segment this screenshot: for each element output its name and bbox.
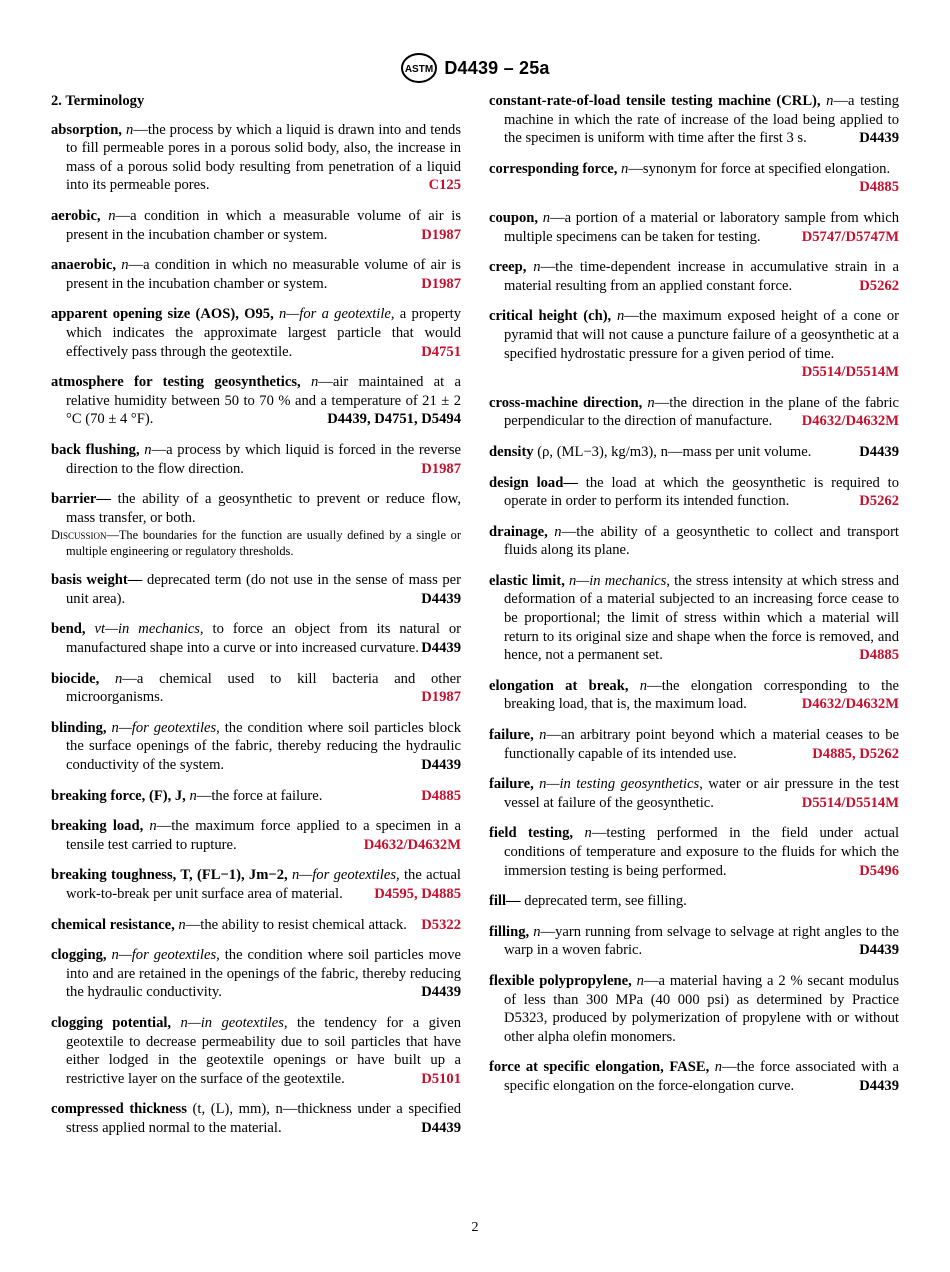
entry-part-of-speech: n—for geotextiles,	[111, 947, 220, 964]
entry-definition: —a process by which liquid is forced in the reverse direction to the flow direction.	[66, 441, 461, 477]
entry-term: compressed thickness	[51, 1101, 193, 1118]
entry-part-of-speech: n	[621, 160, 629, 177]
entry-part-of-speech: n	[178, 916, 186, 933]
entry-term: elastic limit,	[489, 572, 569, 589]
entry-term: clogging,	[51, 947, 112, 964]
entry-part-of-speech: n	[636, 972, 644, 989]
glossary-entry	[489, 677, 899, 714]
right-entries	[489, 92, 899, 1096]
entry-definition: —synonym for force at specified elongation.	[628, 160, 891, 177]
glossary-entry	[489, 443, 899, 462]
entry-part-of-speech: n	[826, 93, 834, 109]
entry-term: barrier—	[51, 491, 118, 508]
entry-term: failure,	[489, 776, 540, 793]
section-title: 2. Terminology	[51, 93, 145, 109]
entry-reference-link[interactable]: D4885	[859, 647, 899, 664]
entry-part-of-speech: n—for geotextiles	[111, 719, 217, 736]
entry-term: coupon,	[489, 209, 543, 226]
entry-reference-link[interactable]: D4632/D4632M	[363, 836, 461, 853]
entry-term: drainage,	[489, 523, 555, 540]
glossary-entry	[51, 1014, 461, 1088]
entry-reference-link: D4439, D4751, D5494	[327, 411, 461, 428]
entry-reference-link: D4439	[421, 640, 461, 657]
svg-text:ASTM: ASTM	[405, 64, 434, 75]
document-id: D4439 – 25a	[444, 57, 550, 78]
entry-definition: —the maximum force applied to a specimen in a tensile test carried to rupture.	[66, 818, 461, 853]
entry-part-of-speech: n	[144, 441, 152, 458]
entry-definition: the ability of a geosynthetic to prevent or reduce flow, mass transfer, or both.	[66, 491, 462, 526]
entry-definition: —the direction in the plane of the fabric perpendicular to the direction of manufacture.	[504, 394, 899, 430]
glossary-entry	[489, 1058, 899, 1095]
entry-reference-link[interactable]: D1987	[421, 275, 461, 292]
entry-definition: —the force at failure.	[196, 787, 323, 804]
entry-definition: —the maximum exposed height of a cone or pyramid that will not cause a puncture failure of a geosynthetic at a specified hydrostatic pressure for a given period of time.	[504, 308, 899, 362]
entry-reference-link: D4439	[859, 130, 899, 147]
entry-reference-link[interactable]: D1987	[421, 226, 461, 243]
discussion-label: Discussion	[51, 528, 107, 543]
entry-definition: —an arbitrary point beyond which a material ceases to be functionally capable of its intended use.	[504, 727, 900, 762]
entry-term: failure,	[489, 727, 540, 744]
entry-term: absorption,	[51, 121, 126, 138]
entry-definition: —the ability to resist chemical attack.	[185, 916, 407, 933]
glossary-entry	[51, 719, 461, 775]
entry-term: corresponding force,	[489, 160, 622, 177]
entry-part-of-speech: n—in mechanics	[568, 572, 667, 589]
entry-reference-link[interactable]: C125	[428, 177, 461, 194]
entry-definition: —air maintained at a relative humidity between 50 to 70 % and a temperature of 21 ± 2 °C (70 ± 4 °F).	[66, 374, 461, 428]
entry-term: field testing,	[489, 825, 585, 842]
entry-part-of-speech: n	[108, 207, 116, 224]
discussion-text: —The boundaries for the function are usually defined by a single or multiple engineering or regulatory thresholds.	[66, 528, 461, 559]
glossary-entry	[489, 160, 899, 197]
entry-reference-link[interactable]: D4751	[421, 343, 461, 360]
glossary-entry	[51, 441, 461, 478]
entry-term: filling,	[489, 923, 534, 940]
entry-reference-link: D4439	[421, 590, 461, 607]
entry-term: fill—	[489, 893, 525, 910]
entry-definition: (ρ, (ML−3), kg/m3), n—mass per unit volume.	[537, 443, 812, 460]
entry-term: basis weight—	[51, 572, 147, 589]
entry-part-of-speech: n	[554, 523, 562, 540]
entry-part-of-speech: n	[310, 374, 319, 391]
glossary-entry	[51, 1100, 461, 1137]
entry-definition: , the stress intensity at which stress and deformation of a material subjected to an increasing force cease to be proportional; the limit of stress within which a material will return to its original size and shape when the force is removed, and hence, not a permanent set.	[504, 572, 899, 664]
entry-term: creep,	[489, 259, 534, 276]
entry-reference-link: D4439	[421, 757, 461, 774]
entry-reference-link[interactable]: D5262	[859, 277, 899, 294]
entry-definition: , water or air pressure in the test vessel at failure of the geosynthetic.	[504, 776, 899, 811]
entry-part-of-speech: n	[639, 677, 648, 694]
glossary-entry	[51, 207, 461, 244]
glossary-entry	[51, 946, 461, 1002]
entry-definition: —a condition in which no measurable volume of air is present in the incubation chamber or system.	[66, 257, 461, 292]
entry-term: anaerobic,	[51, 257, 122, 274]
left-column	[51, 92, 461, 1150]
entry-term: chemical resistance,	[51, 916, 179, 933]
glossary-entry	[489, 775, 899, 812]
entry-part-of-speech: n	[616, 308, 625, 325]
entry-term: blinding,	[51, 719, 112, 736]
glossary-entry	[489, 923, 899, 960]
entry-term: biocide,	[51, 670, 115, 687]
entry-term: bend,	[51, 621, 95, 638]
entry-reference-link[interactable]: D5101	[421, 1070, 461, 1087]
glossary-entry	[51, 490, 461, 559]
entry-term: breaking load,	[51, 818, 150, 835]
entry-term: density	[489, 443, 538, 460]
entry-part-of-speech: n	[149, 818, 157, 835]
entry-reference-link[interactable]: D5262	[859, 493, 899, 510]
entry-term: atmosphere for testing geosynthetics,	[51, 374, 311, 391]
entry-term: aerobic,	[51, 207, 109, 224]
entry-part-of-speech: n—in geotextiles	[180, 1014, 284, 1031]
entry-definition: , to force an object from its natural or manufactured shape into a curve or into increased curvature.	[66, 621, 462, 657]
entry-definition: a property which indicates the approximate largest particle that would effectively pass through the geotextile.	[66, 306, 461, 360]
entry-definition: —a material having a 2 % secant modulus of less than 300 MPa (40 000 psi) as determined by Practice D5323, produced by polymerization of propylene with or without other alpha olefin monomers.	[504, 972, 899, 1045]
entry-reference-link[interactable]: D4632/D4632M	[801, 413, 899, 430]
glossary-entry	[489, 258, 899, 295]
entry-definition: —the elongation corresponding to the breaking load, that is, the maximum load.	[504, 677, 899, 713]
glossary-entry	[489, 523, 899, 560]
entry-reference-link[interactable]: D5322	[421, 916, 461, 933]
glossary-entry	[489, 92, 899, 148]
glossary-entry	[489, 307, 899, 381]
entry-discussion	[51, 527, 461, 559]
entry-reference-link[interactable]: D5747/D5747M	[801, 228, 899, 245]
entry-term: breaking force, (F), J,	[51, 787, 190, 804]
entry-term: design load—	[489, 474, 586, 491]
glossary-entry	[489, 394, 899, 431]
glossary-entry	[489, 209, 899, 246]
glossary-entry	[489, 892, 899, 911]
glossary-entry	[51, 670, 461, 707]
entry-definition: the load at which the geosynthetic is required to operate in order to perform its intended function.	[504, 474, 899, 510]
entry-term: elongation at break,	[489, 677, 640, 694]
entry-term: critical height (ch),	[489, 308, 617, 325]
entry-part-of-speech: n	[533, 923, 541, 940]
entry-reference-link[interactable]: D4885, D5262	[812, 745, 899, 762]
entry-definition: —the process by which a liquid is drawn into and tends to fill permeable pores in a porous solid body, also, the increase in mass of a porous solid body resulting from penetration of a liquid into its permeable pores.	[66, 121, 462, 194]
glossary-entry	[51, 121, 461, 195]
entry-term: back flushing,	[51, 441, 145, 458]
entry-definition: —a testing machine in which the rate of increase of the load being applied to the specimen is uniform with time after the first 3 s.	[504, 93, 899, 147]
glossary-entry	[489, 474, 899, 511]
glossary-entry	[51, 256, 461, 293]
glossary-entry	[489, 972, 899, 1046]
entry-part-of-speech: n—for geotextiles	[291, 867, 397, 884]
entry-reference-link[interactable]: D4885	[421, 787, 461, 804]
entry-part-of-speech: n	[125, 121, 134, 138]
glossary-entry	[51, 817, 461, 854]
glossary-entry	[51, 620, 461, 657]
entry-definition: —the force associated with a specific elongation on the force-elongation curve.	[504, 1059, 899, 1094]
entry-part-of-speech: vt—in mechanics	[94, 621, 200, 638]
page-number: 2	[471, 1220, 479, 1235]
entry-reference-link: D4439	[859, 942, 899, 959]
glossary-entry	[51, 373, 461, 429]
entry-definition: deprecated term (do not use in the sense of mass per unit area).	[66, 572, 462, 607]
entry-reference-link[interactable]: D5496	[859, 862, 899, 879]
entry-term: flexible polypropylene,	[489, 972, 637, 989]
entry-part-of-speech: n	[114, 670, 123, 687]
entry-definition: —yarn running from selvage to selvage at right angles to the warp in a woven fabric.	[504, 923, 899, 959]
entry-reference-link[interactable]: D4632/D4632M	[801, 696, 899, 713]
entry-part-of-speech: n	[189, 787, 197, 804]
entry-reference-link[interactable]: D5514/D5514M	[801, 364, 899, 381]
entry-term: clogging potential,	[51, 1014, 181, 1031]
entry-definition: —the time-dependent increase in accumulative strain in a material resulting from an applied constant force.	[504, 259, 899, 294]
entry-definition: , the condition where soil particles block the surface openings of the fabric, thereby reducing the hydraulic conductivity of the system.	[66, 719, 461, 774]
entry-definition: deprecated term, see filling.	[524, 893, 687, 910]
entry-definition: —the ability of a geosynthetic to collect and transport fluids along its plane.	[504, 523, 899, 559]
astm-logo-icon	[400, 52, 438, 84]
entry-definition: , the tendency for a given geotextile to decrease permeability due to soil particles that have either lodged in the geotextile openings or have built up a restrictive layer on the surface of the geotextile.	[66, 1014, 462, 1087]
glossary-entry	[51, 305, 461, 361]
entry-reference-link[interactable]: D5514/D5514M	[801, 794, 899, 811]
entry-part-of-speech: n	[533, 259, 541, 276]
entry-term: cross-machine direction,	[489, 394, 648, 411]
entry-reference-link[interactable]: D1987	[421, 689, 461, 706]
entry-part-of-speech: n	[121, 257, 129, 274]
entry-part-of-speech: n	[539, 727, 547, 744]
entry-part-of-speech: n—for a geotextile,	[279, 306, 395, 323]
entry-part-of-speech: n—in testing geosynthetics	[539, 776, 700, 793]
entry-reference-link: D4439	[859, 443, 899, 460]
entry-definition: , the actual work-to-break per unit surface area of material.	[66, 867, 461, 902]
entry-definition: —a portion of a material or laboratory sample from which multiple specimens can be taken for testing.	[504, 209, 899, 245]
entry-reference-link[interactable]: D4595, D4885	[374, 886, 461, 902]
glossary-entry	[51, 571, 461, 608]
entry-definition: —testing performed in the field under actual conditions of temperature and exposure to the fluids for which the immersion testing is being performed.	[504, 825, 899, 879]
entry-part-of-speech: n	[647, 394, 655, 411]
page-header	[0, 52, 950, 84]
entry-reference-link[interactable]: D1987	[421, 460, 461, 477]
entry-term: constant-rate-of-load tensile testing machine (CRL),	[489, 93, 827, 109]
entry-reference-link[interactable]: D4885	[859, 179, 899, 196]
glossary-entry	[51, 866, 461, 903]
glossary-entry	[489, 824, 899, 880]
glossary-entry	[51, 916, 461, 935]
entry-definition: —a chemical used to kill bacteria and other microorganisms.	[66, 670, 461, 706]
glossary-entry	[489, 572, 899, 665]
entry-definition: the condition where soil particles move into and are retained in the openings of the fabric, thereby reducing the hydraulic conductivity.	[66, 947, 461, 1001]
entry-part-of-speech: n	[542, 209, 551, 226]
entry-definition: (t, (L), mm), n—thickness under a specified stress applied normal to the material.	[66, 1101, 461, 1136]
glossary-entry	[51, 787, 461, 806]
glossary-entry	[489, 726, 899, 763]
left-entries	[51, 121, 461, 1138]
entry-reference-link: D4439	[859, 1077, 899, 1094]
entry-term: breaking toughness, T, (FL−1), Jm−2,	[51, 867, 292, 884]
entry-reference-link: D4439	[421, 984, 461, 1001]
entry-definition: —a condition in which a measurable volume of air is present in the incubation chamber or system.	[66, 207, 461, 243]
entry-term: force at specific elongation, FASE,	[489, 1059, 715, 1076]
entry-reference-link: D4439	[421, 1119, 461, 1136]
entry-part-of-speech: n	[584, 825, 592, 842]
entry-part-of-speech: n	[714, 1059, 723, 1076]
right-column	[489, 92, 899, 1108]
entry-term: apparent opening size (AOS), O95,	[51, 306, 279, 323]
